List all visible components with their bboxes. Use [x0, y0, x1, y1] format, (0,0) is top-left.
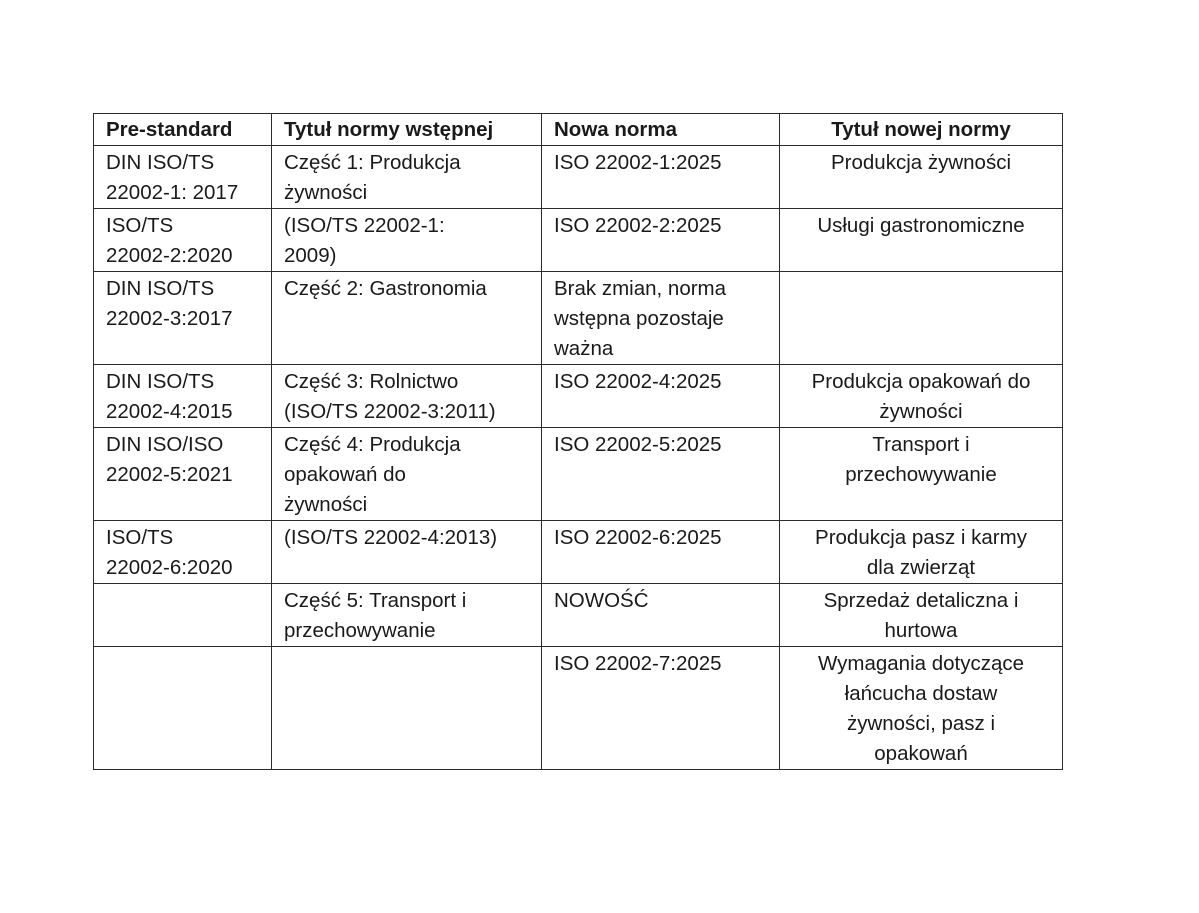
cell-pre-standard: [94, 647, 272, 770]
cell-text-line: ISO/TS: [106, 526, 174, 549]
cell-text-line: NOWOŚĆ: [554, 589, 649, 612]
table-row: [94, 584, 1063, 647]
cell-text-line: łańcucha dostaw: [844, 682, 998, 705]
cell-text-line: ISO 22002-1:2025: [554, 151, 722, 174]
cell-pre-standard: [94, 272, 272, 365]
cell-text-line: DIN ISO/ISO: [106, 433, 224, 456]
cell-text-line: żywności: [284, 181, 368, 204]
cell-text-line: 22002-3:2017: [106, 307, 233, 330]
cell-text-line: 22002-6:2020: [106, 556, 233, 579]
cell-new-standard: [542, 521, 780, 584]
cell-text-line: przechowywanie: [845, 463, 997, 486]
cell-text-line: przechowywanie: [284, 619, 436, 642]
table-row: [94, 521, 1063, 584]
cell-new-title: [780, 365, 1063, 428]
cell-text-line: Część 2: Gastronomia: [284, 277, 487, 300]
cell-text-line: ISO 22002-7:2025: [554, 652, 722, 675]
cell-new-standard: [542, 272, 780, 365]
cell-new-standard: [542, 146, 780, 209]
cell-new-standard: [542, 584, 780, 647]
cell-pre-title: [272, 146, 542, 209]
cell-text-line: DIN ISO/TS: [106, 151, 215, 174]
cell-text-line: Produkcja opakowań do: [811, 370, 1031, 393]
cell-text-line: Część 3: Rolnictwo: [284, 370, 459, 393]
cell-text-line: 22002-4:2015: [106, 400, 233, 423]
cell-text-line: Część 4: Produkcja: [284, 433, 461, 456]
cell-text-line: hurtowa: [884, 619, 958, 642]
cell-text-line: (ISO/TS 22002-4:2013): [284, 526, 498, 549]
cell-text-line: ważna: [554, 337, 614, 360]
cell-text-line: dla zwierząt: [866, 556, 976, 579]
table-row: [94, 365, 1063, 428]
table-body: [94, 146, 1063, 770]
cell-new-standard: [542, 209, 780, 272]
standards-table-container: [93, 113, 1063, 770]
standards-table: [93, 113, 1063, 770]
cell-text-line: Brak zmian, norma: [554, 277, 727, 300]
cell-text-line: 22002-2:2020: [106, 244, 233, 267]
cell-text-line: żywności: [879, 400, 963, 423]
cell-pre-title: [272, 647, 542, 770]
table-row: [94, 272, 1063, 365]
cell-pre-standard: [94, 521, 272, 584]
header-pre-standard: Pre-standard: [94, 114, 272, 146]
cell-new-title: [780, 209, 1063, 272]
cell-pre-standard: [94, 146, 272, 209]
cell-text-line: DIN ISO/TS: [106, 277, 215, 300]
cell-text-line: ISO 22002-6:2025: [554, 526, 722, 549]
cell-pre-title: [272, 272, 542, 365]
cell-new-title: [780, 428, 1063, 521]
cell-text-line: ISO 22002-5:2025: [554, 433, 722, 456]
cell-text-line: żywności: [284, 493, 368, 516]
cell-text-line: żywności, pasz i: [846, 712, 996, 735]
cell-new-standard: [542, 428, 780, 521]
header-new-title: Tytuł nowej normy: [780, 114, 1063, 146]
cell-pre-title: [272, 584, 542, 647]
cell-text-line: ISO/TS: [106, 214, 174, 237]
header-pre-title: Tytuł normy wstępnej: [272, 114, 542, 146]
cell-text-line: Transport i: [872, 433, 970, 456]
cell-new-title: [780, 146, 1063, 209]
cell-text-line: 2009): [284, 244, 337, 267]
cell-new-title: [780, 521, 1063, 584]
cell-new-standard: [542, 365, 780, 428]
cell-text-line: Część 1: Produkcja: [284, 151, 461, 174]
cell-text-line: (ISO/TS 22002-3:2011): [284, 400, 496, 423]
cell-text-line: 22002-1: 2017: [106, 181, 239, 204]
table-row: [94, 428, 1063, 521]
cell-new-title: [780, 647, 1063, 770]
cell-text-line: wstępna pozostaje: [554, 307, 724, 330]
cell-new-standard: [542, 647, 780, 770]
table-row: [94, 146, 1063, 209]
cell-text-line: Usługi gastronomiczne: [817, 214, 1025, 237]
cell-text-line: 22002-5:2021: [106, 463, 233, 486]
cell-text-line: opakowań do: [284, 463, 406, 486]
cell-text-line: ISO 22002-2:2025: [554, 214, 722, 237]
table-row: [94, 209, 1063, 272]
cell-text-line: DIN ISO/TS: [106, 370, 215, 393]
cell-text-line: Sprzedaż detaliczna i: [823, 589, 1019, 612]
cell-text-line: Wymagania dotyczące: [817, 652, 1025, 675]
cell-pre-standard: [94, 428, 272, 521]
cell-pre-title: [272, 521, 542, 584]
table-row: [94, 647, 1063, 770]
cell-text-line: (ISO/TS 22002-1:: [284, 214, 445, 237]
cell-new-title: [780, 272, 1063, 365]
cell-pre-standard: [94, 584, 272, 647]
cell-text-line: Produkcja pasz i karmy: [815, 526, 1027, 549]
cell-text-line: Produkcja żywności: [830, 151, 1011, 174]
cell-text-line: ISO 22002-4:2025: [554, 370, 722, 393]
cell-pre-title: [272, 365, 542, 428]
header-new-standard: Nowa norma: [542, 114, 780, 146]
cell-new-title: [780, 584, 1063, 647]
cell-pre-standard: [94, 365, 272, 428]
cell-pre-standard: [94, 209, 272, 272]
cell-pre-title: [272, 428, 542, 521]
cell-pre-title: [272, 209, 542, 272]
table-header-row: [94, 114, 1063, 146]
cell-text-line: Część 5: Transport i: [284, 589, 467, 612]
cell-text-line: opakowań: [874, 742, 968, 765]
